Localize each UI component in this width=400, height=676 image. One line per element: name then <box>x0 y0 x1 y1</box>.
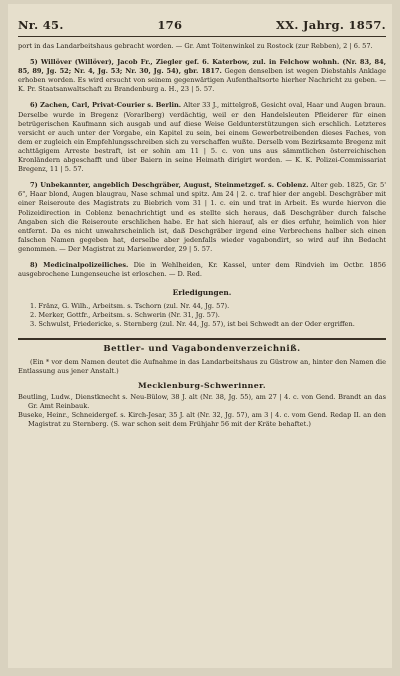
erledigungen-title: Erledigungen. <box>172 288 232 298</box>
entry-8-label: 8) Medicinalpolizeiliches. <box>30 260 129 269</box>
person-entry: Buseke, Heinr., Schneidergef. s. Kirch-Jesar, 35 J. alt (Nr. 32, Jg. 57), am 3 | 4. c. vom Gend. Redap II. an den Magistrat zu Sternberg. (S. war schon seit dem Frühjahr 56 mit der Kräte behaftet.) <box>18 410 386 428</box>
section-divider <box>18 338 386 340</box>
entry-7-text: Alter geb. 1825, Gr. 5' 6", Haar blond, Augen blaugrau, Nase schmal und spitz. Am 24 | 2. c. traf hier der angebl. Deschgräber mit einer Reiseroute des Magistrats zu Biebrich vom 31 | 1. c. ein und trat in Arbeit. Es wurde hiervon die Polizeidirection in Coblenz benachrichtigt und es stellte sich heraus, daß Deschgräber durch falsche Angaben sich die Reiseroute erschlichen habe. Er hat sich hierauf, als er dies erfuhr, heimlich von hier entfernt. Da es nicht unwahrscheinlich ist, daß Deschgräber irgend eine Verbrechens halber sich einen falschen Namen gegeben hat, derselbe aber jedenfalls wieder vagabondirt, so wird auf ihn Bedacht genommen. — Der Magistrat zu Marienwerder, 29 | 5. 57. <box>18 181 387 253</box>
erledigungen-list <box>18 302 386 329</box>
continuation-text: port in das Landarbeitshaus gebracht worden. — Gr. Amt Toitenwinkel zu Rostock (zur Rebben), 2 | 6. 57. <box>18 42 373 50</box>
list-item: 1. Fränz, G. Wilh., Arbeitsm. s. Tschorn (zul. Nr. 44, Jg. 57). <box>30 302 230 311</box>
page-header <box>18 4 386 37</box>
article-body <box>18 42 386 429</box>
entry-8-text: Die in Wehlheiden, Kr. Kassel, unter dem Rindvieh im Octbr. 1856 ausgebrochene Lungenseuche ist erloschen. — D. Red. <box>18 260 386 279</box>
entry-8 <box>18 261 386 279</box>
entry-6-text: Alter 33 J., mittelgroß, Gesicht oval, Haar und Augen braun. Derselbe wurde in Bregenz (Vorarlberg) verdächtig, weil er den Handelsleuten Pfleiderer für einen betrügerischen Kaufmann sich ausgab und auf diese Weise Geldunterstützungen sich erschlich. Letzteres versicht er auch unter der Vorgabe, ein Kapitel zu sein, bei einem Gewerbetreibenden dieses Faches, von dem er zugleich ein Empfehlungsschreiben sich zu verschaffen wußte. Derselb vom Bezirksamte Bregenz mit achttägigem Arreste bestraft, ist er sohin am 11 | 5. c. von uns aus sämmtlichen österreichischen Kronländern abgeschafft und über Baiern in seine Heimath dirigirt worden. — K. K. Polizei-Commissariat Bregenz, 11 | 5. 57. <box>18 101 386 174</box>
newspaper-page <box>8 4 392 668</box>
issue-number: Nr. 45. <box>18 18 64 32</box>
region-heading: Mecklenburg-Schwerinner. <box>137 380 267 390</box>
entry-5 <box>18 58 386 94</box>
page-number: 176 <box>157 18 183 32</box>
entry-5-text: Gegen denselben ist wegen Diebstahls Anklage erhoben worden. Es wird ersucht von seinem gegenwärtigen Aufenthaltsorte hierher Nachricht zu geben. — K. Pr. Staatsanwaltschaft zu Brandenburg a. H., 23 | 5. 57. <box>18 67 386 94</box>
entry-7 <box>18 181 386 254</box>
person-entry: Beutling, Ludw., Dienstknecht s. Neu-Bülow, 38 J. alt (Nr. 38, Jg. 55), am 27 | 4. c. von Gend. Brandt an das Gr. Amt Reinbauk. <box>18 392 386 410</box>
volume-year: XX. Jahrg. 1857. <box>275 18 386 32</box>
entry-5-label: 5) Willöver (Willöver), Jacob Fr., Ziegler gef. 6. Katerbow, zul. in Felchow wohnh. (Nr. 83, 84, 85, 89, Jg. 52; Nr. 4, Jg. 53; Nr. 30, Jg. 54), gbr. 1817. <box>18 58 386 76</box>
entry-6-label: 6) Zachen, Carl, Privat-Courier s. Berlin. <box>30 101 182 110</box>
section-title: Bettler- und Vagabondenverzeichniß. <box>103 343 301 354</box>
list-item: 3. Schwulst, Friedericke, s. Sternberg (zul. Nr. 44, Jg. 57), ist bei Schwedt an der Oder ergriffen. <box>30 320 355 329</box>
entry-6 <box>18 101 386 174</box>
list-item: 2. Merker, Gottfr., Arbeitsm. s. Schwerin (Nr. 31, Jg. 57). <box>30 311 220 320</box>
section-intro: (Ein * vor dem Namen deutet die Aufnahme in das Landarbeitshaus zu Güstrow an, hinter den Namen die Entlassung aus jener Anstalt.) <box>18 357 386 375</box>
entry-7-label: 7) Unbekannter, angeblich Deschgräber, August, Steinmetzgef. s. Coblenz. <box>30 181 309 190</box>
